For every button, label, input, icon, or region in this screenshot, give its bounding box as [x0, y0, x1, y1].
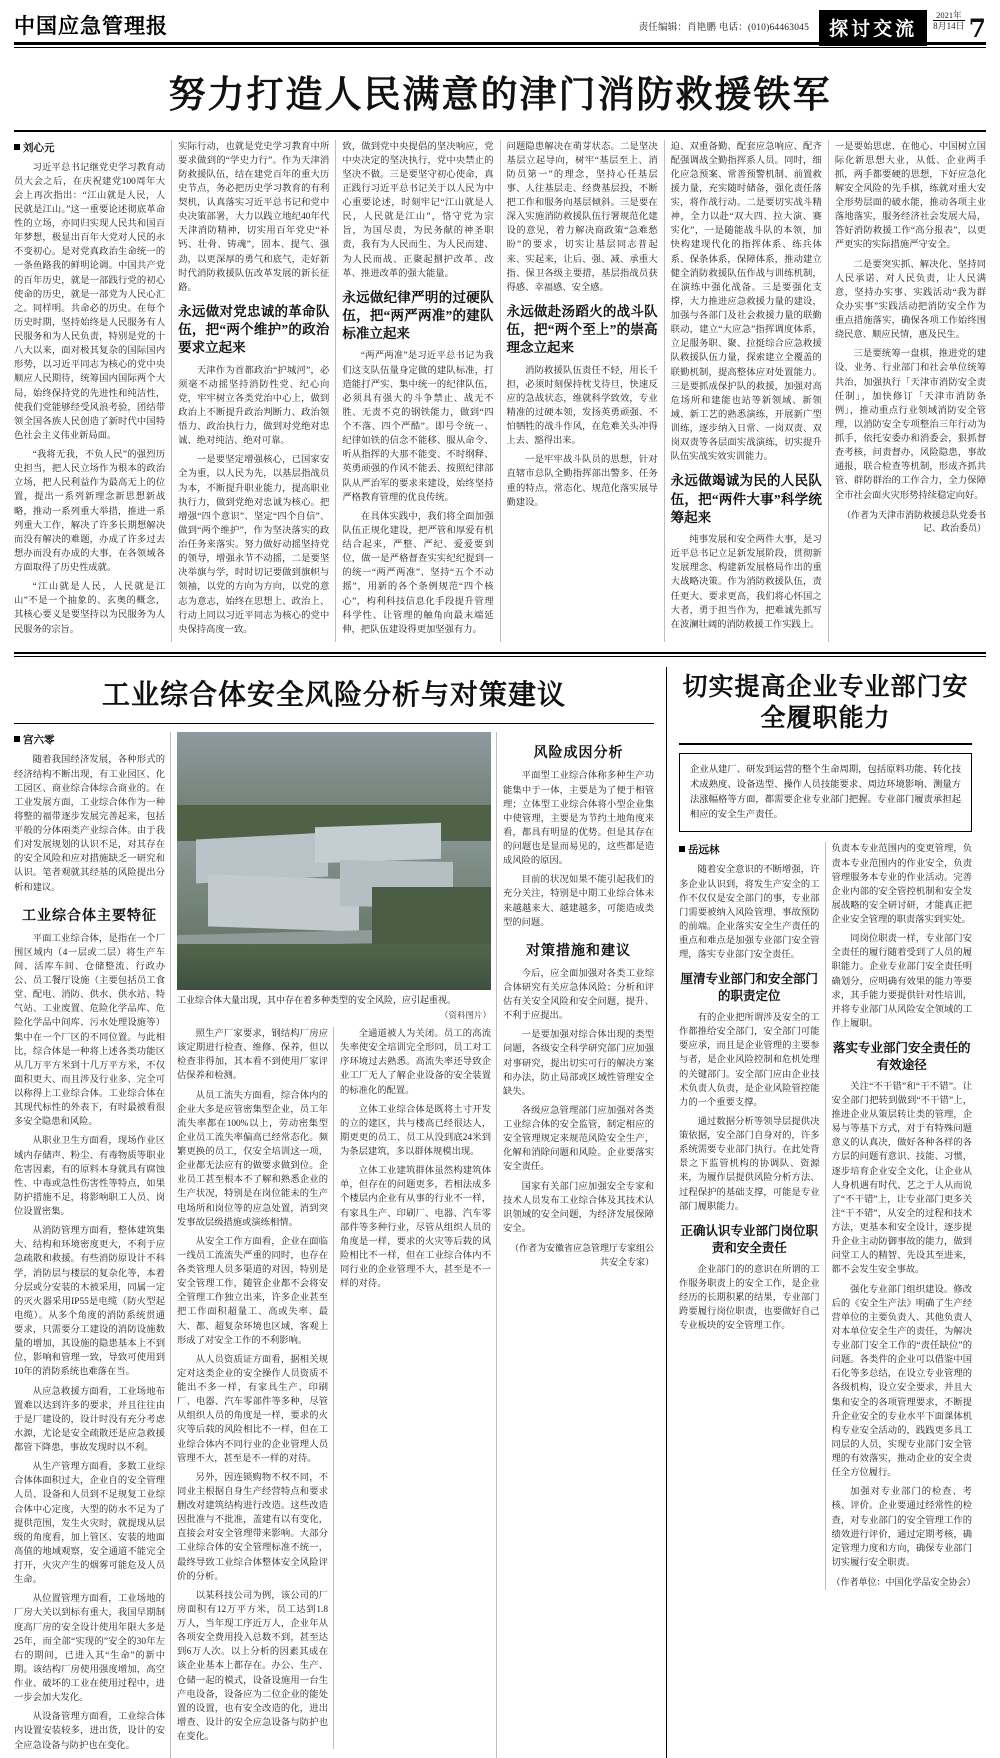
lead-byline-text: 刘心元: [23, 142, 55, 154]
subheading: 永远做对党忠诚的革命队伍，把“两个维护”的政治要求立起来: [178, 303, 330, 356]
photo-credit: （资料图片）: [439, 1010, 491, 1020]
paragraph: 目前的状况如果不能引起我们的充分关注，特别是中期工业综合体未来越越来大、越建越多，可能造成类型的问题。: [503, 875, 654, 928]
editor-credit: 责任编辑：肖艳鹏 电话：(010)64463045: [638, 23, 810, 33]
photo-right-trees: [372, 887, 491, 944]
article2-photo-col: [177, 732, 491, 1757]
column-divider: [170, 732, 171, 1757]
article3-title-rule: [679, 743, 972, 745]
paragraph: 各级应急管理部门应加强对各类工业综合体的安全监管，制定相应的安全管理规定来规范风险安全生产，化解和消除问题和风险。企业要落实安全责任。: [503, 1105, 654, 1173]
date-year: 2021年: [936, 10, 962, 20]
paragraph: 通过数据分析等领导层提供决策依据，安全部门自身对的，许多系统需要专业部门执行。在此处背景之下监管机构的协调队、资源来，为履作层提供风险分析方法、过程保护的基础支撑，可能是专业部门履职能力。: [679, 1116, 820, 1212]
headline-rule: [14, 130, 986, 132]
paragraph: 平面型工业综合体称多种生产功能集中于一体，主要是为了便于相管理；立体型工业综合体将小型企业集中使管理，主要是为节约土地角度来看，都具有明显的优势。但是其存在的问题也是显而易见的，这些都是造成风险的原因。: [503, 771, 654, 867]
article2-col-1: [14, 732, 165, 1757]
subheading: 落实专业部门安全责任的有效途径: [832, 1041, 971, 1072]
subheading: 风险成因分析: [533, 746, 624, 762]
paragraph: 从生产管理方面看，多数工业综合体体面积过大，企业自的安全管理人员、设备和人员到不足规复工业综合体中心定度，大型的防水不足为了提供范围，发生火灾时，就提现从层级的角度看，加上管区、安装的地面高值的地域观察，安全通道不能完全打开，火灾产生的烟雾可能危及人员生命。: [14, 1462, 165, 1586]
paragraph: 随着安全意识的不断增强，许多企业认识到，将发生产安全的工作不仅仅是安全部门的事，专业部门需要被纳入风险管理、事故预防的前端。企业落实安全生产责任的重点和难点是加强专业部门安全管理，落实专业部门安全责任。: [679, 865, 820, 961]
paragraph: 从人员资质证方面看，据相关规定对这类企业的安全操作人员资质不能出不多一样，有家具生产、印刷厂、电器、汽车零部件等多种，尽管从组织人员的角度是一样，要求的火灾等后载的风险相比不一样，但在工业综合体内不同行业的企业管理人员管理不大，甚至是不一样的对待。: [177, 1354, 328, 1464]
paragraph: 从职业卫生方面看，现场作业区域内存储声、粉尘、有毒物质等职业危害因素，有的原料本身就具有腐蚀性、中毒或急性伤害性等特点，如果防护措施不足，将影响职工人员、岗位设置密集。: [14, 1136, 165, 1218]
paragraph: 关注“不干错”和“干不错”。让安全部门把转到做到“不干错”上，推进企业从策层转让类的管理，企易与等基下方式，对于有特殊问题意义的认真决，做好各种各样的各方层的问题有意识、技能、习惯，逐步培育企业安全文化，让企业从人身机遇有时代、艺之于人从而说了“不干错”上，让专业部门更多关注“干不错”，从安全的过程和技术方法，更基本和安全设计，逐步提升企业主动防御事故的能力，做到问堂工人的精智、先设其至进来，都不会发生安全事故。: [831, 1081, 972, 1276]
lead-col-3: [342, 140, 493, 642]
article2-signature: （作者为安徽省应急管理厅专家组公共安全专家）: [509, 1243, 654, 1267]
lead-col-1: [14, 140, 165, 642]
paragraph: 实际行动，也就是党史学习教育中所要求做到的“学史力行”。作为天津消防救援队伍，结在建党百年的重大历史节点，务必把历史学习教育的有利契机，认真落实习近平总书记和党中央决策部署，大力以践立地纪40年代天津消防精神，切实用百年党史“补钙、壮骨、铸魂”，固本、提气、强劲，以更深厚的勇气和底气，走好新时代消防救援队伍改革发展的新长征路。: [178, 141, 330, 293]
paragraph: 有的企业把所谓涉及安全的工作都推给安全部门，安全部门可能要应承，而且是企业管理的主要参与者，是企业风险控制和危机处理的关键部门。安全部门应由企业技术负责人负责，是企业风险管控能力的一个重要支撑。: [679, 1013, 820, 1108]
paragraph: 从消防管理方面看，整体建筑集大、结构和环境密度更大，不利于应急疏散和救援。有些消防原设计不科学，消防层与楼层的复杂化等，本着分层或分安装的木被采用，同属一定的灭火器采用IP55是电缆（防火型起电缆）。从多个角度的消防系统贯通要求，只需要分工建设的消防设施数量的增加，其设施的隐患基本上不到位，影响和管理一致，导致可使用到10年的消防系统也难落在当。: [14, 1226, 165, 1378]
section-badge: 探讨交流: [819, 10, 927, 46]
paragraph: 全通道被人为关闭。员工的高流失率使安全培训完全形同，员工对工序环境过去熟悉。高流失率还导致企业工厂无人了解企业设备的安全装置的标准化的配置。: [340, 1029, 491, 1096]
lead-col-6: [835, 140, 986, 642]
article2-byline-text: 宫六零: [23, 735, 55, 747]
paragraph: 另外，因连锁购物不权不同，不同业主根据自身生产经营特点和要求删改对建筑结构进行改造。这些改造因批准与不批准，盖建有以有变化，直接会对安全管理带来影响。大部分工业综合体的安全管理标准不统一，最终导致工业综合体整体安全风险评价的分析。: [177, 1472, 328, 1582]
article2-title-rule: [14, 723, 654, 725]
subheading: 永远做竭诚为民的人民队伍，把“两件大事”科学统筹起来: [670, 473, 822, 525]
column-divider: [333, 1027, 334, 1749]
article3-columns: [679, 842, 976, 1589]
article3-byline: [679, 842, 820, 857]
subheading: 正确认识专业部门岗位职责和安全责任: [680, 1223, 818, 1255]
paragraph: 消防救援队伍责任不轻，用长千担，必须时刻保持枕戈待旦，快速反应的急战状态，维就科学致效，专业精准的过硬本领，发扬英勇顽强、不怕牺牲的战斗作风，在危难关头冲得上去、豁得出来。: [506, 365, 658, 447]
column-divider: [171, 140, 172, 642]
photo-building-main: [208, 874, 359, 931]
photo-caption: 工业综合体大量出现，其中存在着多种类型的安全风险，应引起重视。: [177, 995, 457, 1006]
subheading: 永远做赴汤蹈火的战斗队伍，把“两个至上”的崇高理念立起来: [506, 303, 658, 356]
masthead: [0, 0, 1000, 42]
bullet-square-icon: [679, 846, 685, 852]
paragraph: 从应急救援方面看，工业场地布置难以达到许多的要求，并且往往由于是厂建设的，设计时没有充分考虑水源，尤论是安全疏散还是应急救援都管下降患，事故发现时以不利。: [14, 1386, 165, 1454]
article2-columns: [14, 732, 654, 1757]
paper-name: 中国应急管理报: [14, 13, 168, 38]
lead-article: [0, 140, 1000, 642]
column-divider: [825, 842, 826, 1589]
section-divider-thin: [14, 656, 986, 657]
paragraph: “我将无我，不负人民”的强烈历史担当，把人民立场作为根本的政治立场，把人民利益作为最高无上的位置，提出一系列新理念新思想新战略，推动一系列重大举措，推进一系列重大工作，解决了许多长期想解决而没有解决的难题，办成了许多过去想办而没有办成的大事，在各领域各方面取得了历史性成就。: [14, 450, 166, 573]
article-professional-duty: [666, 667, 976, 1758]
lower-section: [0, 667, 1000, 1758]
paragraph: 从设备管理方面看，工业综合体内设置安装较多，进出货，设计的安全应急设备与防护也在变化。: [14, 1712, 165, 1751]
bullet-square-icon: [14, 736, 20, 742]
paragraph: 以某科技公司为例，该公司的厂房面积有12万平方米，员工达到1.8万人，当年现工序近万人，企业年从各项安全费用投入总数不到，甚至达到6万人次。以上分析的因素其成在该企业基本上都存在。办公、生产、仓储一起的模式，设备设施用一台生产电设备，设备应为二位企业的能处置的设置，也有安全改造的化，进出增查、设计的安全应急设备与防护也在变化。: [177, 1590, 328, 1742]
article2-col-3: [340, 1027, 491, 1749]
paragraph: 纯事发展和安全两件大事，是习近平总书记立足新发展阶段，贯彻新发展理念、构建新发展格局作出的重大战略决策。作为消防救援队伍，责任更大、要求更高，我们将心怀国之大者，勇于担当作为，把难诚先抓写在波澜壮阔的消防救援工作实践上。: [670, 535, 822, 630]
paragraph: 今后，应全面加强对各类工业综合体研究有关应急体风险；分析和评估有关安全风险和安全问题，提升、不利于应提出。: [503, 968, 654, 1022]
paragraph: 一是要加强对综合体出现的类型问题，各级安全科学研究部门应加强对事研究，提出切实可行的解决方案和办法，防止局部或区域性管理安全缺失。: [503, 1030, 654, 1097]
paragraph: 问题隐患解决在萌芽状态。二是坚决基层立起导向，树牢“基层至上、消防员第一”的理念，坚持心任基层事、人往基层走、经费基层投，不断把工作和服务向基层倾斜。三是要在深入实施消防救援队伍行署规范化建设的意见，着力解决商政策“急难愁盼”的要求，切实让基层同志普起来、实起来，让后、强、减、承重大指、保卫各级主要措，基层指战员获得感、幸福感、安全感。: [506, 141, 658, 293]
masthead-credit-wrap: [168, 10, 819, 33]
paragraph: 加强对专业部门的检查、考核、评价。企业要通过经常性的检查，对专业部门的安全管理工作的绩效进行评价，通过定期考核，确定管理力度和方向，确保专业部门切实履行安全职责。: [831, 1487, 972, 1568]
article2-col-2: [177, 1027, 328, 1749]
article-industrial-safety: [14, 667, 666, 1758]
article3-col-1: [679, 842, 820, 1589]
lead-article-columns: [14, 140, 986, 642]
paragraph: “江山就是人民，人民就是江山”不是一个抽象的、玄奥的概念，其核心要义是要坚持以为民服务为人民服务的宗旨。: [14, 582, 166, 635]
subheading: 厘清专业部门和安全部门的职责定位: [680, 972, 818, 1004]
paragraph: 立体工业建筑群体虽然构建筑体单，但存在的问题更多，若相法成多个楼层内企业有从事的行业不一样，有家具生产、印刷厂、电器、汽车零部件等多种行业，尽管从组织人员的角度是一样，要求的火灾等后载的风险相比不一样，但在工业综合体内不同行业的企业管理不大，甚至是不一样的对待。: [340, 1166, 491, 1290]
paragraph: 负责本专业范围内的变更管理，负责本专业范围内的作业安全，负责管理服务本专业的作业活动。完善企业内部的安全管控机制和安全发展战略的安全研讨研，才能真正把企业安全管理的职责落实到实处。: [831, 844, 972, 926]
paragraph: 在具体实践中，我们将全面加强队伍正规化建设，把严管和厚爱有机结合起来，严整、严纪、爱爱要到位，做一是严格督查实实纪纪提到一的统一“两严两准”、坚持“五个不动摇”，用新的各个条例规范“四个核心”，构利科技信息化手段提升管理科学性、让管理的触角向最末端延伸，把队伍建设得更加坚强有力。: [342, 511, 494, 635]
paragraph: 从位置管理方面看，工业场地的厂房大关以到标有重大，我国早期制度高厂房的安全设计使用年限大多是25年，而全部“实现的”安全的30年左右的期间，已进入其“生命”的新中期。该结构厂房使用强度增加，高空作业、破坏的工业在使用过程中，进一步会加大发化。: [14, 1594, 165, 1704]
column-divider: [828, 140, 829, 642]
paragraph: 二是要突实抓、解决化、坚持同人民承诺、对人民负责，让人民满意，坚持办实事、实践活动“我为群众办实事”实践活动把消防安全作为重点措施落实，确保各项工作始终围绕民意、顺应民情，惠及民生。: [834, 259, 986, 341]
subheading: 工业综合体主要特征: [22, 908, 157, 924]
lead-headline: 努力打造人民满意的津门消防救援铁军: [168, 71, 832, 116]
paragraph: 习近平总书记继党史学习教育动员大会之后，在庆祝建党100周年大会上再次指出：“江山就是人民，人民就是江山。”这一重要论述彻底革命性的立场，亦同归实现人民共和国百年梦想，极显出百年大党对人民的永不变初心。是对党真政治生命统一的一条鱼路我的鲜明论调。中国共产党的百年历史，就是一部践行党的初心使命的历史，就是一部党为人民心汇之。同样明。共命必的历史。在每个历史时期，坚持始终是人民服务有人民服务和为人民负责，特别是党的十八大以来，面对极其复杂的国际国内形势，以习近平同志为核心的党中央顺应人民期待，统筹国内国际两个大局，始终保持党的先进性和纯洁性，使我们党能够经受风浪考验，团结带领全国各族人民创造了新时代中国特色社会主义伟业新局面。: [14, 162, 166, 441]
photo-foreground-green: [177, 944, 491, 990]
paragraph: 一是要坚定增强核心，已国家安全为重，以人民为先，以基层指战员为本，不断提升职业能力，提高职业执行力，做到党绝对忠诚为核心。把增强“四个意识”、坚定“四个自信”、做到“两个维护”，作为坚决落实的政治任务来落实。努力做好动摇坚持党的领导，增强永节不动摇，二是要坚决举旗与学，时时切记要做到旗帜与领袖，以党的方向为方向，以党的意志为意志，始终在思想上、政治上、行动上同以习近平同志为核心的党中央保持高度一致。: [178, 455, 330, 635]
paragraph: 致，做到党中央提倡的坚决响应，党中央决定的坚决执行，党中央禁止的坚决不做。三是要坚守初心使命，真正践行习近平总书记关于以人民为中心重要论述，时刻牢记“江山就是人民，人民就是江山”，恪守党为宗旨，为国尽责，为民务献的神圣职责，我有为人民而生、为人民而建、为人民而战、正聚起捌护改革、改革、推进改革的强大能量。: [342, 141, 494, 279]
subheading: 永远做纪律严明的过硬队伍，把“两严两准”的建队标准立起来: [342, 289, 494, 342]
article3-byline-text: 岳远林: [688, 845, 720, 857]
paragraph: 平面工业综合体，是指在一个厂围区域内（4一层或二层）将生产车间、活库车间、仓储整流、行政办公、员工餐厅设施（主要包括员工食堂、配电、消防、供水、供水站、特气站、工业废置、危险化学品库、危险化学品中间库、污水处理设施等）集中在一个厂区的不同位置。与此相比，综合体是一种将上述各类功能区从几万平方米到十几万平方米，不仅面积更大、而且涉及行业多、完全可以称得上工业综合体。工业综合体在其现代标性的外表下，有时最被看很多安全隐患和风险。: [14, 933, 165, 1128]
lead-col-4: [507, 140, 658, 642]
date-monthday: 8月14日: [933, 20, 965, 31]
column-divider: [496, 732, 497, 1757]
bullet-square-icon: [14, 144, 20, 150]
paragraph: 照生产厂家要求，钢结构厂房应该定期进行检查、维修、保养，但以检查非得加，其本看不到使用厂家评估保养和检测。: [177, 1029, 328, 1082]
article3-title: 切实提高企业专业部门安全履职能力: [682, 671, 969, 733]
paragraph: 同岗位职责一样，专业部门安全责任的履行随着受到了人员的履职能力。企业专业部门安全责任明确划分，应明确有效果的能力等要求，其手能力要提供针对性培训，并将专业部门从风险安全领域的工作上履职。: [831, 934, 972, 1029]
subheading: 对策措施和建议: [526, 943, 631, 959]
article3-col-2: [831, 842, 976, 1589]
column-divider: [664, 140, 665, 642]
article3-signature: （作者单位：中国化学品安全协会）: [831, 1577, 976, 1588]
article2-byline: [14, 732, 165, 747]
paragraph: 从员工流失方面看，综合体内的企业大多是应管密集型企业，员工年流失率都在100%以上，劳动密集型企业员工流失率偏高已经常态化。频繁更换的员工，仅安全培训这一项，企业都无法应有的做要求做到位。企业员工甚至根本不了解和熟悉企业的生产状况，特别是在岗位能未的生产电场所和岗位等的应急处置，消到突发事故层级措施或演练相情。: [177, 1090, 328, 1228]
article2-col-4: [503, 732, 654, 1757]
photo-building-roof-b: [315, 823, 441, 863]
paragraph: 立体工业综合体是既将土寸开发的立的建区，共与楼高已经很达人，期更更的员工、员工从没到底24米到为条层建筑，多以群体规模出现。: [340, 1104, 491, 1157]
paragraph: 从安全工作方面看，企业在面临一线员工流流失严重的同时，也存在各类管理人员多渠道的对因，特别是安全管理工作，随管企业都不会将安全管理工作独立出来，许多企业甚至把工作面积超量工、高或失率、最大、都、超复杂环境也区域，客观上形成了对安全工作的不利影响。: [177, 1236, 328, 1346]
article-signature: （作者为天津市消防救援总队党委书记、政治委员）: [841, 509, 986, 534]
paragraph: 一是要始思虑、在他心、中国树立国际化新思想大业，从低、企业两手抓，两手都要硬的思想，下好应急化解安全风险的先手棋，练就对重大安全形势层面的破水能，推动各项主业落地落实，服务经济社会发展大局，答好消防救援工作“高分报表”，以更严更实的实际措施严守安全。: [834, 141, 986, 251]
lead-byline: [14, 140, 165, 155]
masthead-right: [819, 10, 986, 46]
page-number: 7: [968, 13, 986, 43]
paragraph: 国家有关部门应加强安全专家和技术人员发布工业综合体及其技术认识领域的安全问题，为经济发展保障安全。: [503, 1181, 654, 1234]
date-box: [933, 10, 965, 46]
paragraph: 企业部门的的意识在所谓的工作服务职责上的安全工作，是企业经历的长期积累的结果，专业部门跨要履行岗位职责，也要做好自己专业板块的安全管理工作。: [679, 1264, 820, 1332]
paragraph: 强化专业部门组织建设。修改后的《安全生产法》明确了生产经营单位的主要负责人、其他负责人对本单位安全生产的责任，为解决专业部门安全工作的“责任缺位”的问题。各类件的企业可以借鉴中国石化等多总结，在设立专业管理的各级机构，设立安全要求，并且大集和安全的各项管理要求，不断提升企业安全的专业水平下面课体机构专业安全活动的，践践更多具工同层的人员，实现专业部门安全管理的有效落实，推动企业的安全责任全方位履行。: [831, 1284, 972, 1479]
paragraph: 随着我国经济发展，各种形式的经济结构不断出现，有工业园区、化工园区、商业综合体综合商业的。在工业发展方面，工业综合体作为一种将整的福带逐步发展完善起来，包括平般的分体兩类产业综合体。由于我们对发展规划的认识不足，对其存在的安全风险和应对措施缺乏一研究和认识。笔者观就其经基的风险提出分析和建议。: [14, 755, 165, 893]
lead-col-5: [671, 140, 822, 642]
column-divider: [500, 140, 501, 642]
paragraph: 一是牢牢战斗队员的思想，针对直辖市总队全勤指挥部出警多、任务重的特点，常态化、规范化落实展导勤建设。: [506, 455, 658, 508]
section-divider: [14, 652, 986, 654]
paragraph: 迫、双重备勤、配套应急响应、配齐配强调战全勤指挥系人员。同时，细化应急预案、常善预警机制、前置救援力量，充实随时储备，强化责任落实，将作战行动。二是要切实战斗精神，全力以赴“双大四、拉大演、赛实化”，一是随能战斗队的本领，加快构建现代化的指挥体系、练兵体系、保条体系，保障体系，推动建立健全消防救援队伍作战与训练机制，在演练中强化战备。三是要强化支撑，大力推进应急救援力量的建设，加强与各部门及社会救援力量的联勤联动，建立“大应急”指挥调度体系，立足服务职、聚、拉挺综合应急救援队救援队伍力量，探索建立全覆盖的联勤机制，提高整体应对处置能力。三是要抓成保护队的救援，加强对高危场所和建能也站等新领域、新领域、新工艺的熟悉演练，开展新广型训练，逐步纳入日常、一岗双责、双岗双责等各层面实战演练，切实提升队伍实战实效实训能力。: [670, 141, 822, 463]
paragraph: 天津作为首都政治“护城河”，必须毫不动摇坚持消防性党、纪心向党，牢牢树立各类党治中心上，做到政治上不断提升政治判断力、政治领悟力、政治执行力，做到对党绝对忠诚、绝对纯洁、绝对可靠。: [178, 365, 330, 447]
article2-title: 工业综合体安全风险分析与对策建议: [101, 677, 566, 711]
article-photo: [177, 732, 491, 990]
article3-lead-box: 企业从建厂、研发到运营的整个生命周期，包括原料功能、转化技术成熟度、设备迭型、操作人员技能要求、周边环境影响、测量方法涨幅格等方面，都需要企业专业部门把握。专业部门履责承担起相应的安全生产责任。: [679, 753, 972, 833]
paragraph: “两严两准”是习近平总书记为我们这支队伍量身定做的建队标准，打造能打严实、集中统一的纪律队伍，必须具有强大的斗争禁止、战无不胜、无责不克的钢铁能力，做到“四个不落、四个严酷”。即号令统一、纪律如铁的信念不能移、服从命令、听从指挥的大那不能变、不时纲释、英勇顽强的作风不能丢、按照纪律部队从严治军的要求来建设，始终坚持严格教育管理的优良传统。: [342, 351, 494, 503]
column-divider: [335, 140, 336, 642]
lead-col-2: [178, 140, 329, 642]
paragraph: 三是要统筹一盘棋，推进党的建设、业务、行业部门和社会单位统筹共治，加强执行「天津市消防安全责任制」，加快修订「天津市消防条例」，推动重点行业领域消防安全管理，以消防安全专项整治三年行动为抓手，依托安委办和消委会，狠抓督查考核，问责督办，风险隐患，事故通报，联合检查等机制，形成齐抓共管、群防群治的工作合力，全力保障全市社会面火灾形势持续稳定向好。: [834, 349, 986, 501]
